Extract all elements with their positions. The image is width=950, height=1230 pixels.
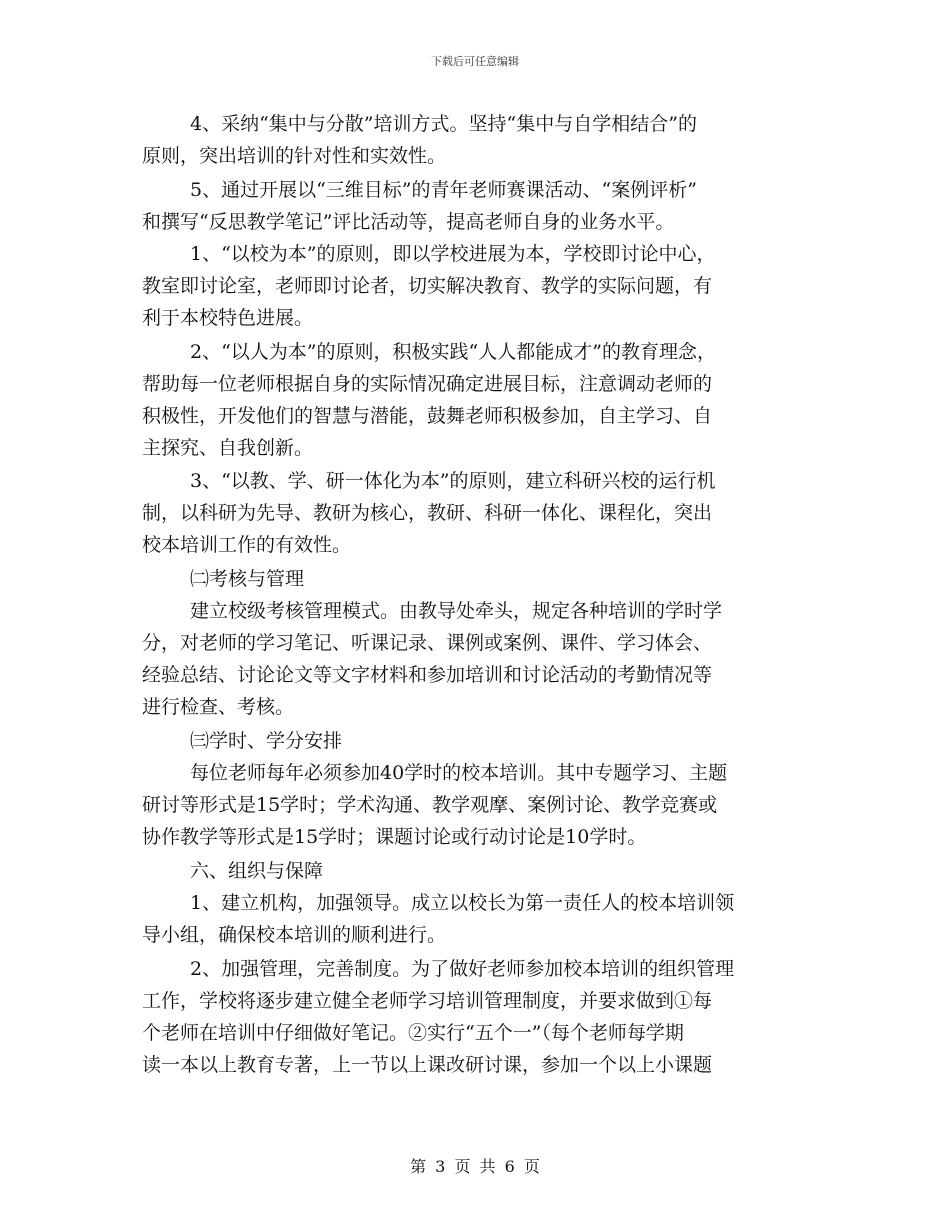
text-line: 经验总结、讨论论文等文字材料和参加培训和讨论活动的考勤情况等: [142, 664, 713, 686]
section-heading: ㈡考核与管理: [190, 568, 305, 590]
text-line: 制，以科研为先导、教研为核心，教研、科研一体化、课程化，突出: [142, 502, 713, 524]
text-line: 进行检查、考核。: [142, 696, 295, 718]
text-line: 3、“以教、学、研一体化为本”的原则，建立科研兴校的运行机: [190, 470, 716, 492]
text-line: 积极性，开发他们的智慧与潜能，鼓舞老师积极参加，自主学习、自: [142, 405, 713, 427]
text-line: 协作教学等形式是15学时；课题讨论或行动讨论是10学时。: [142, 826, 647, 848]
text-line: 读一本以上教育专著，上一节以上课改研讨课，参加一个以上小课题: [142, 1054, 713, 1076]
section-heading: 六、组织与保障: [190, 860, 324, 882]
text-line: 2、“以人为本”的原则，积极实践“人人都能成才”的教育理念，: [190, 341, 716, 363]
text-line: 利于本校特色进展。: [142, 307, 314, 329]
text-line: 建立校级考核管理模式。由教导处牵头，规定各种培训的学时学: [190, 600, 723, 622]
section-heading: ㈢学时、学分安排: [190, 730, 343, 752]
text-line: 教室即讨论室，老师即讨论者，切实解决教育、教学的实际问题，有: [142, 275, 713, 297]
text-line: 导小组，确保校本培训的顺利进行。: [142, 924, 447, 946]
text-line: 工作，学校将逐步建立健全老师学习培训管理制度，并要求做到①每: [142, 990, 713, 1012]
text-line: 4、采纳“集中与分散”培训方式。坚持“集中与自学相结合”的: [190, 113, 697, 135]
text-line: 原则，突出培训的针对性和实效性。: [142, 145, 447, 167]
text-line: 每位老师每年必须参加40学时的校本培训。其中专题学习、主题: [190, 762, 728, 784]
page-number: 第 3 页 共 6 页: [410, 1157, 540, 1176]
text-line: 主探究、自我创新。: [142, 437, 314, 459]
text-line: 校本培训工作的有效性。: [142, 534, 352, 556]
text-line: 个老师在培训中仔细做好笔记。②实行“五个一”（每个老师每学期: [142, 1022, 684, 1044]
text-line: 帮助每一位老师根据自身的实际情况确定进展目标，注意调动老师的: [142, 373, 713, 395]
page-header: 下载后可任意编辑: [431, 55, 519, 68]
text-line: 和撰写“反思教学笔记”评比活动等，提高老师自身的业务水平。: [142, 211, 675, 233]
text-line: 研讨等形式是15学时；学术沟通、教学观摩、案例讨论、教学竞赛或: [142, 794, 718, 816]
text-line: 分，对老师的学习笔记、听课记录、课例或案例、课件、学习体会、: [142, 632, 713, 654]
text-line: 1、“以校为本”的原则，即以学校进展为本，学校即讨论中心，: [190, 243, 716, 265]
text-line: 5、通过开展以“三维目标”的青年老师赛课活动、“案例评析”: [190, 179, 697, 201]
text-line: 2、加强管理，完善制度。为了做好老师参加校本培训的组织管理: [190, 958, 735, 980]
text-line: 1、建立机构，加强领导。成立以校长为第一责任人的校本培训领: [190, 892, 735, 914]
